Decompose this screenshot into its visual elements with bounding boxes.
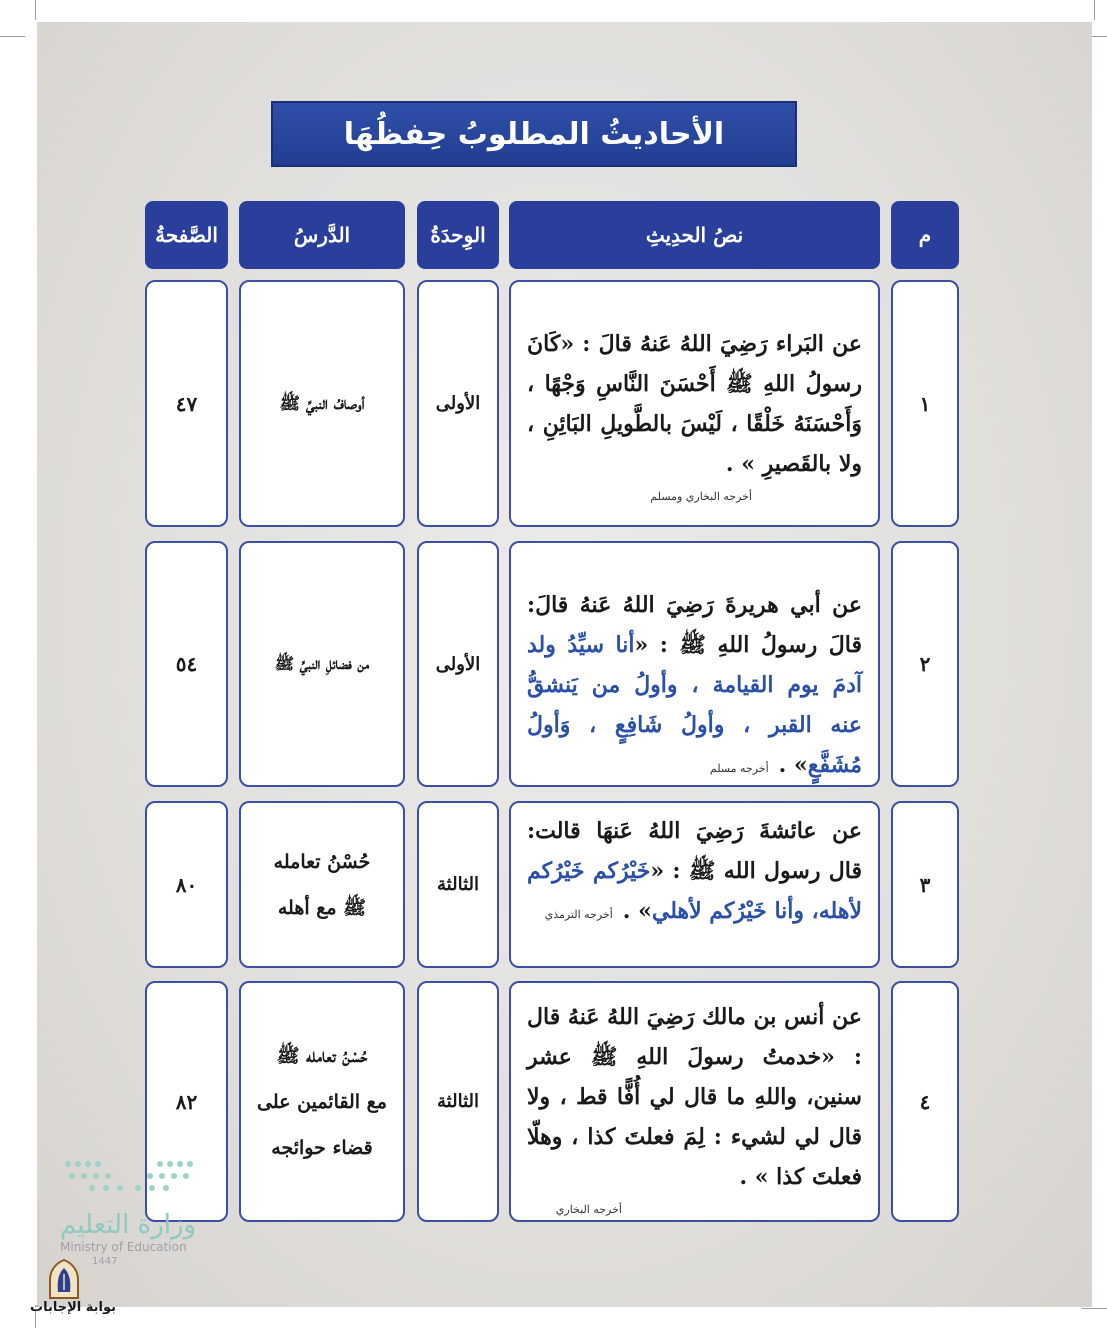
row-3-hadith-end: » . xyxy=(622,898,652,924)
row-3-lesson xyxy=(239,801,405,968)
row-2-unit: الأولى xyxy=(417,541,499,787)
row-4-lesson-line-2: مع القائمين على xyxy=(257,1090,387,1113)
row-4-unit: الثالثة xyxy=(417,981,499,1222)
row-3-page: ٨٠ xyxy=(145,801,228,968)
row-3-unit: الثالثة xyxy=(417,801,499,968)
pen-nib-logo-icon xyxy=(44,1258,84,1300)
row-1-num: ١ xyxy=(891,280,959,527)
row-4-hadith xyxy=(509,981,880,1222)
row-4-source: أخرجه البخاري xyxy=(555,1203,622,1216)
row-4-page: ٨٢ xyxy=(145,981,228,1222)
row-1-unit: الأولى xyxy=(417,280,499,527)
row-3-num: ٣ xyxy=(891,801,959,968)
row-2-hadith-intro: عن أبي هريرةَ رَضِيَ اللهُ عَنهُ قالَ: قالَ رسولُ اللهِ ﷺ : « xyxy=(527,592,862,658)
site-watermark: بوابة الإجابات xyxy=(30,1300,116,1315)
row-2-hadith xyxy=(509,541,880,787)
row-3-lesson-line-2: ﷺ مع أهله xyxy=(277,896,367,919)
row-2-page: ٥٤ xyxy=(145,541,228,787)
ministry-name-en: Ministry of Education xyxy=(60,1240,187,1254)
row-4-lesson-line-3: قضاء حوائجه xyxy=(271,1136,373,1159)
ministry-name-ar: وزارة التعليم xyxy=(60,1210,197,1240)
row-2-lesson: من فضائلِ النبيِّ ﷺ xyxy=(239,541,405,787)
header-hadith-text: نصُ الحدِيثِ xyxy=(509,201,880,269)
row-3-hadith-text xyxy=(527,811,862,935)
row-1-source: أخرجه البخاري ومسلم xyxy=(650,490,752,503)
header-unit: الوِحدَةُ xyxy=(417,201,499,269)
header-num: م xyxy=(891,201,959,269)
row-2-hadith-end: » . xyxy=(778,752,808,778)
row-1-page: ٤٧ xyxy=(145,280,228,527)
row-4-lesson xyxy=(239,981,405,1222)
row-3-hadith-intro: عن عائشةَ رَضِيَ اللهُ عَنهَا قالت: قال رسول الله ﷺ : « xyxy=(527,818,862,884)
ministry-year: 1447 xyxy=(92,1256,118,1267)
row-3-lesson-line-1: حُسْنُ تعامله xyxy=(273,850,371,873)
row-1-lesson: أوصافُ النبيِّ ﷺ xyxy=(239,280,405,527)
row-3-source: أخرجه الترمذي xyxy=(544,908,613,921)
row-2-source: أخرجه مسلم xyxy=(709,762,769,775)
ministry-logo-dots xyxy=(62,1158,197,1198)
row-3-hadith xyxy=(509,801,880,968)
row-1-hadith-text: عن البَراء رَضِيَ اللهُ عَنهُ قالَ : «كَانَ رسولُ اللهِ ﷺ أَحْسَنَ النَّاسِ وَجْهًا ، وَأَحْسَنَهُ خَلْقًا ، لَيْسَ بالطَّويلِ البَائِنِ ، ولا بالقَصيرِ » . xyxy=(527,331,862,477)
page-title: الأحاديثُ المطلوبُ حِفظُهَا xyxy=(271,101,797,167)
row-4-num: ٤ xyxy=(891,981,959,1222)
row-3-hadith-quote: خَيْرُكم خَيْرُكم لأهله، وأنا خَيْرُكم لأهلي xyxy=(527,858,862,924)
row-1-hadith xyxy=(509,280,880,527)
header-lesson: الدَّرسُ xyxy=(239,201,405,269)
row-4-lesson-line-1: حُسْنُ تعامله ﷺ xyxy=(276,1044,368,1067)
row-4-hadith-text: عن أنس بن مالك رَضِيَ اللهُ عَنهُ قال : «خدمتُ رسولَ اللهِ ﷺ عشر سنين، واللهِ ما قال لي أُفًّا قط ، ولا قال لي لشيء : لِمَ فعلتَ كذا ، وهلّا فعلتَ كذا » . xyxy=(527,1004,862,1190)
header-page: الصَّفحةُ xyxy=(145,201,228,269)
row-2-num: ٢ xyxy=(891,541,959,787)
row-2-hadith-text xyxy=(527,585,862,789)
row-2-hadith-quote: أنا سيِّدُ ولد آدمَ يوم القيامة ، وأولُ من يَنشقُّ عنه القبر ، وأولُ شَافِعٍ ، وَأولُ مُشَفَّعٍ xyxy=(527,632,862,778)
